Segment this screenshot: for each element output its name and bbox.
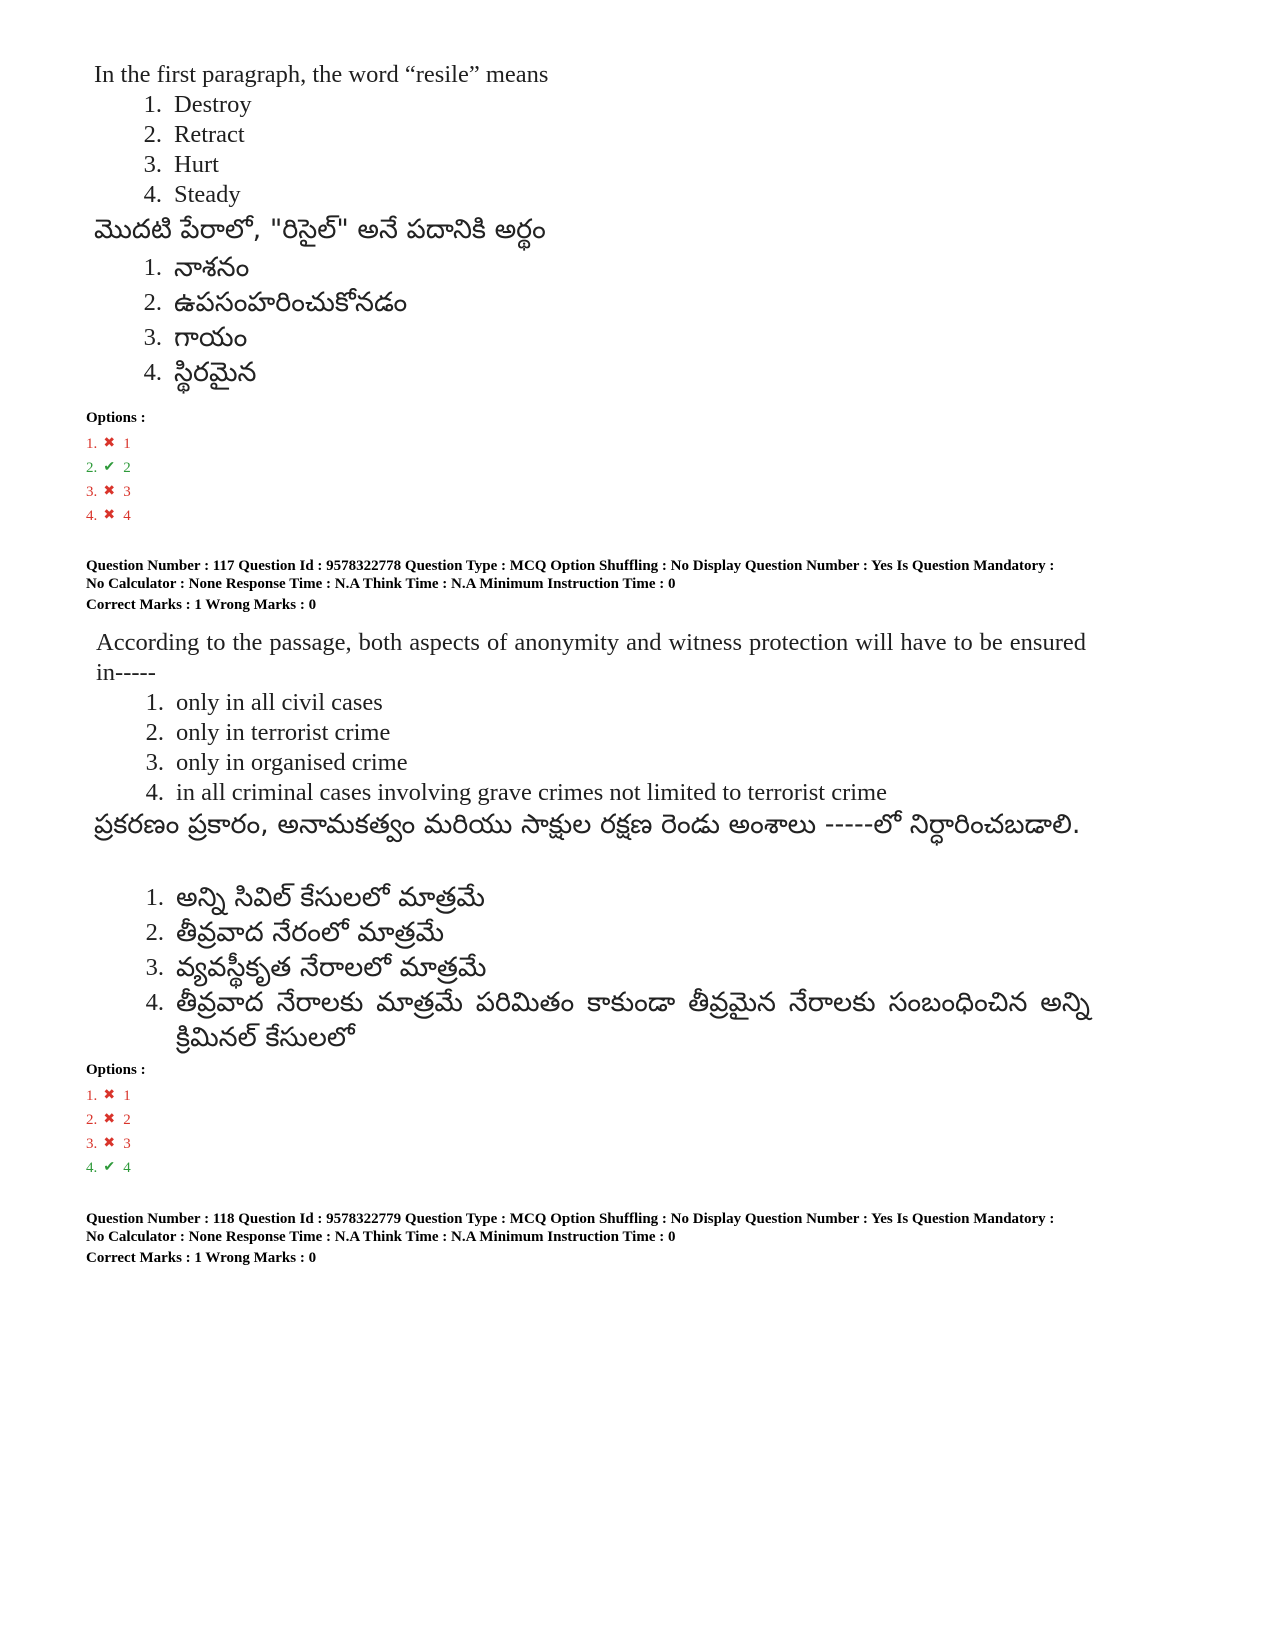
option-item: 2. తీవ్రవాద నేరంలో మాత్రమే: [145, 917, 445, 948]
check-icon: ✔: [103, 460, 116, 475]
answer-key-item: 3. ✖ 3: [86, 1132, 131, 1156]
option-item: 2. Retract: [143, 121, 245, 148]
answer-key-item: 4. ✔ 4: [86, 1156, 131, 1180]
answer-key-item: 1. ✖ 1: [86, 432, 131, 456]
question-stem-telugu: ప్రకరణం ప్రకారం, అనామకత్వం మరియు సాక్షుల రక్షణ రెండు అంశాలు -----లో నిర్ధారించబడాలి.: [94, 809, 1081, 840]
answer-key-item: 3. ✖ 3: [86, 480, 131, 504]
question-stem-telugu: మొదటి పేరాలో, "రిసైల్" అనే పదానికి అర్థం: [94, 214, 546, 245]
option-list-telugu: [124, 880, 1090, 1055]
options-label: Options :: [86, 1062, 146, 1078]
answer-key-list: [86, 1084, 131, 1180]
option-list-english: [122, 90, 252, 210]
option-item: 2. ఉపసంహరించుకోనడం: [143, 287, 408, 318]
options-label: Options :: [86, 410, 146, 426]
option-item: 3. వ్యవస్థీకృత నేరాలలో మాత్రమే: [145, 952, 487, 983]
option-item: 4. Steady: [143, 181, 241, 208]
cross-icon: ✖: [103, 1112, 116, 1127]
option-item: 3. only in organised crime: [145, 749, 408, 776]
answer-key-item: 4. ✖ 4: [86, 504, 131, 528]
question-stem-english: According to the passage, both aspects of anonymity and witness protection will have to be ensured in-----: [96, 629, 1086, 686]
option-item: 2. only in terrorist crime: [145, 719, 391, 746]
answer-key-item: 2. ✔ 2: [86, 456, 131, 480]
option-item: 4. తీవ్రవాద నేరాలకు మాత్రమే పరిమితం కాకుండా తీవ్రమైన నేరాలకు సంబంధించిన అన్ని క్రిమినల్ కేసులలో: [145, 987, 1090, 1053]
question-meta: Question Number : 117 Question Id : 9578322778 Question Type : MCQ Option Shuffling : No Display Question Number : Yes Is Question Mandatory : No Calculator : None Response Time : N.A Think Time : N.A Minimum Instruction Time : 0 Correct Marks : 1 Wrong Marks : 0: [86, 557, 1206, 614]
question-118: [86, 1210, 1206, 1267]
answer-key-item: 1. ✖ 1: [86, 1084, 131, 1108]
cross-icon: ✖: [103, 1136, 116, 1151]
option-item: 1. అన్ని సివిల్ కేసులలో మాత్రమే: [145, 882, 485, 913]
option-item: 3. గాయం: [143, 322, 248, 353]
cross-icon: ✖: [103, 508, 116, 523]
option-item: 4. స్థిరమైన: [143, 357, 257, 388]
option-list-telugu: [122, 250, 407, 390]
option-list-english: [124, 688, 887, 808]
cross-icon: ✖: [103, 436, 116, 451]
option-item: 1. only in all civil cases: [145, 689, 383, 716]
cross-icon: ✖: [103, 484, 116, 499]
question-stem-english: In the first paragraph, the word “resile” means: [94, 61, 549, 88]
answer-key-list: [86, 432, 131, 528]
question-marks: Correct Marks : 1 Wrong Marks : 0: [86, 597, 317, 613]
option-item: 3. Hurt: [143, 151, 219, 178]
cross-icon: ✖: [103, 1088, 116, 1103]
question-meta: Question Number : 118 Question Id : 9578322779 Question Type : MCQ Option Shuffling : No Display Question Number : Yes Is Question Mandatory : No Calculator : None Response Time : N.A Think Time : N.A Minimum Instruction Time : 0 Correct Marks : 1 Wrong Marks : 0: [86, 1210, 1206, 1267]
question-marks: Correct Marks : 1 Wrong Marks : 0: [86, 1250, 317, 1266]
option-item: 1. Destroy: [143, 91, 252, 118]
answer-key-item: 2. ✖ 2: [86, 1108, 131, 1132]
option-item: 1. నాశనం: [143, 252, 250, 283]
check-icon: ✔: [103, 1160, 116, 1175]
option-item: 4. in all criminal cases involving grave crimes not limited to terrorist crime: [145, 779, 887, 806]
